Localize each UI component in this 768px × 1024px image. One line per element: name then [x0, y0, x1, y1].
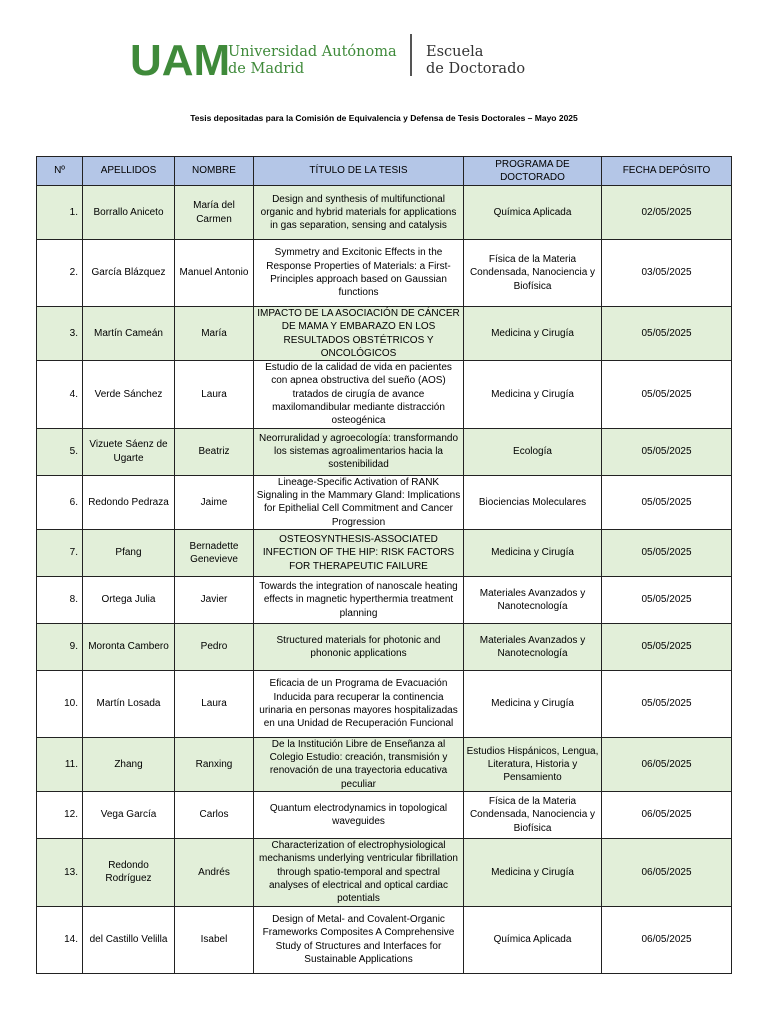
col-header-title: TÍTULO DE LA TESIS	[254, 157, 464, 186]
table-row	[37, 839, 732, 906]
row-date: 05/05/2025	[602, 623, 732, 670]
row-surname: Martín Cameán	[83, 307, 175, 361]
school-name	[426, 44, 525, 78]
row-surname: Moronta Cambero	[83, 623, 175, 670]
row-date: 05/05/2025	[602, 361, 732, 428]
row-surname: Martín Losada	[83, 670, 175, 737]
row-num: 5.	[37, 428, 83, 475]
row-program: Materiales Avanzados y Nanotecnología	[464, 576, 602, 623]
row-date: 05/05/2025	[602, 307, 732, 361]
row-num: 4.	[37, 361, 83, 428]
row-date: 05/05/2025	[602, 529, 732, 576]
school-line2: de Doctorado	[426, 61, 526, 77]
row-num: 12.	[37, 792, 83, 839]
row-thesis-title: Lineage-Specific Activation of RANK Signaling in the Mammary Gland: Implications for Epithelial Cell Commitment and Cancer Progression	[254, 475, 464, 529]
table-row	[37, 792, 732, 839]
university-name	[228, 44, 397, 78]
row-name: Jaime	[175, 475, 254, 529]
row-thesis-title: Eficacia de un Programa de Evacuación Inducida para recuperar la continencia urinaria en personas mayores hospitalizadas en una Unidad de Recuperación Funcional	[254, 670, 464, 737]
row-num: 6.	[37, 475, 83, 529]
row-num: 9.	[37, 623, 83, 670]
col-header-num: Nº	[37, 157, 83, 186]
row-surname: Redondo Pedraza	[83, 475, 175, 529]
table-row	[37, 307, 732, 361]
table-row	[37, 737, 732, 791]
row-surname: García Blázquez	[83, 240, 175, 307]
row-name: Manuel Antonio	[175, 240, 254, 307]
row-num: 10.	[37, 670, 83, 737]
row-date: 03/05/2025	[602, 240, 732, 307]
row-num: 2.	[37, 240, 83, 307]
row-name: Pedro	[175, 623, 254, 670]
row-name: Bernadette Genevieve	[175, 529, 254, 576]
row-date: 05/05/2025	[602, 428, 732, 475]
row-program: Física de la Materia Condensada, Nanociencia y Biofísica	[464, 240, 602, 307]
row-num: 1.	[37, 186, 83, 240]
row-name: Laura	[175, 361, 254, 428]
table-row	[37, 475, 732, 529]
row-num: 7.	[37, 529, 83, 576]
theses-table	[36, 156, 732, 974]
row-surname: Pfang	[83, 529, 175, 576]
row-program: Medicina y Cirugía	[464, 361, 602, 428]
uam-logo-icon	[130, 34, 231, 85]
table-row	[37, 529, 732, 576]
university-line2: de Madrid	[228, 61, 305, 77]
row-name: Isabel	[175, 906, 254, 973]
row-thesis-title: Design of Metal- and Covalent-Organic Frameworks Composites A Comprehensive Study of Structures and Interfaces for Sustainable Applications	[254, 906, 464, 973]
col-header-surname: APELLIDOS	[83, 157, 175, 186]
row-date: 06/05/2025	[602, 906, 732, 973]
row-program: Química Aplicada	[464, 186, 602, 240]
row-name: María	[175, 307, 254, 361]
row-num: 3.	[37, 307, 83, 361]
row-thesis-title: OSTEOSYNTHESIS-ASSOCIATED INFECTION OF THE HIP: RISK FACTORS FOR THERAPEUTIC FAILURE	[254, 529, 464, 576]
row-program: Física de la Materia Condensada, Nanociencia y Biofísica	[464, 792, 602, 839]
row-date: 06/05/2025	[602, 737, 732, 791]
row-thesis-title: Design and synthesis of multifunctional organic and hybrid materials for applications in gas separation, sensing and catalysis	[254, 186, 464, 240]
row-thesis-title: Characterization of electrophysiological mechanisms underlying ventricular fibrillation through spatio-temporal and spectral analyses of electrical and optical cardiac potentials	[254, 839, 464, 906]
table-body	[37, 186, 732, 974]
university-line1: Universidad Autónoma	[228, 44, 397, 60]
row-program: Medicina y Cirugía	[464, 307, 602, 361]
table-header-row	[37, 157, 732, 186]
logo-divider	[410, 34, 412, 76]
row-program: Materiales Avanzados y Nanotecnología	[464, 623, 602, 670]
row-thesis-title: Symmetry and Excitonic Effects in the Response Properties of Materials: a First-Principles approach based on Gaussian functions	[254, 240, 464, 307]
row-surname: Verde Sánchez	[83, 361, 175, 428]
table-row	[37, 576, 732, 623]
row-date: 06/05/2025	[602, 839, 732, 906]
row-thesis-title: Neorruralidad y agroecología: transformando los sistemas agroalimentarios hacia la sostenibilidad	[254, 428, 464, 475]
row-program: Estudios Hispánicos, Lengua, Literatura, Historia y Pensamiento	[464, 737, 602, 791]
row-program: Ecología	[464, 428, 602, 475]
row-date: 05/05/2025	[602, 576, 732, 623]
row-date: 06/05/2025	[602, 792, 732, 839]
row-name: María del Carmen	[175, 186, 254, 240]
col-header-name: NOMBRE	[175, 157, 254, 186]
row-num: 8.	[37, 576, 83, 623]
table-row	[37, 361, 732, 428]
row-surname: Zhang	[83, 737, 175, 791]
row-thesis-title: De la Institución Libre de Enseñanza al Colegio Estudio: creación, transmisión y renovación de una trayectoria educativa peculiar	[254, 737, 464, 791]
table-row	[37, 428, 732, 475]
table-row	[37, 186, 732, 240]
row-surname: Vega García	[83, 792, 175, 839]
row-surname: Ortega Julia	[83, 576, 175, 623]
row-thesis-title: Towards the integration of nanoscale heating effects in magnetic hyperthermia treatment planning	[254, 576, 464, 623]
row-program: Química Aplicada	[464, 906, 602, 973]
row-name: Ranxing	[175, 737, 254, 791]
col-header-date: FECHA DEPÓSITO	[602, 157, 732, 186]
row-thesis-title: Estudio de la calidad de vida en pacientes con apnea obstructiva del sueño (AOS) tratados de cirugía de avance maxilomandibular mediante distracción osteogénica	[254, 361, 464, 428]
row-name: Andrés	[175, 839, 254, 906]
table-row	[37, 906, 732, 973]
row-program: Medicina y Cirugía	[464, 529, 602, 576]
row-name: Beatriz	[175, 428, 254, 475]
row-thesis-title: Quantum electrodynamics in topological waveguides	[254, 792, 464, 839]
row-name: Javier	[175, 576, 254, 623]
row-num: 13.	[37, 839, 83, 906]
row-name: Carlos	[175, 792, 254, 839]
row-program: Biociencias Moleculares	[464, 475, 602, 529]
row-num: 11.	[37, 737, 83, 791]
row-surname: Vizuete Sáenz de Ugarte	[83, 428, 175, 475]
row-program: Medicina y Cirugía	[464, 839, 602, 906]
table-row	[37, 240, 732, 307]
table-row	[37, 623, 732, 670]
row-date: 02/05/2025	[602, 186, 732, 240]
document-title: Tesis depositadas para la Comisión de Equivalencia y Defensa de Tesis Doctorales – Mayo 2025	[190, 113, 578, 123]
row-thesis-title: Structured materials for photonic and phononic applications	[254, 623, 464, 670]
row-program: Medicina y Cirugía	[464, 670, 602, 737]
school-line1: Escuela	[426, 44, 484, 60]
logo-letters: UAM	[130, 36, 231, 85]
row-date: 05/05/2025	[602, 475, 732, 529]
document-header	[0, 0, 768, 100]
row-surname: Redondo Rodríguez	[83, 839, 175, 906]
row-num: 14.	[37, 906, 83, 973]
row-name: Laura	[175, 670, 254, 737]
row-thesis-title: IMPACTO DE LA ASOCIACIÓN DE CÁNCER DE MAMA Y EMBARAZO EN LOS RESULTADOS OBSTÉTRICOS Y ONCOLÓGICOS	[254, 307, 464, 361]
row-surname: del Castillo Velilla	[83, 906, 175, 973]
col-header-program: PROGRAMA DE DOCTORADO	[464, 157, 602, 186]
table-row	[37, 670, 732, 737]
row-surname: Borrallo Aniceto	[83, 186, 175, 240]
row-date: 05/05/2025	[602, 670, 732, 737]
